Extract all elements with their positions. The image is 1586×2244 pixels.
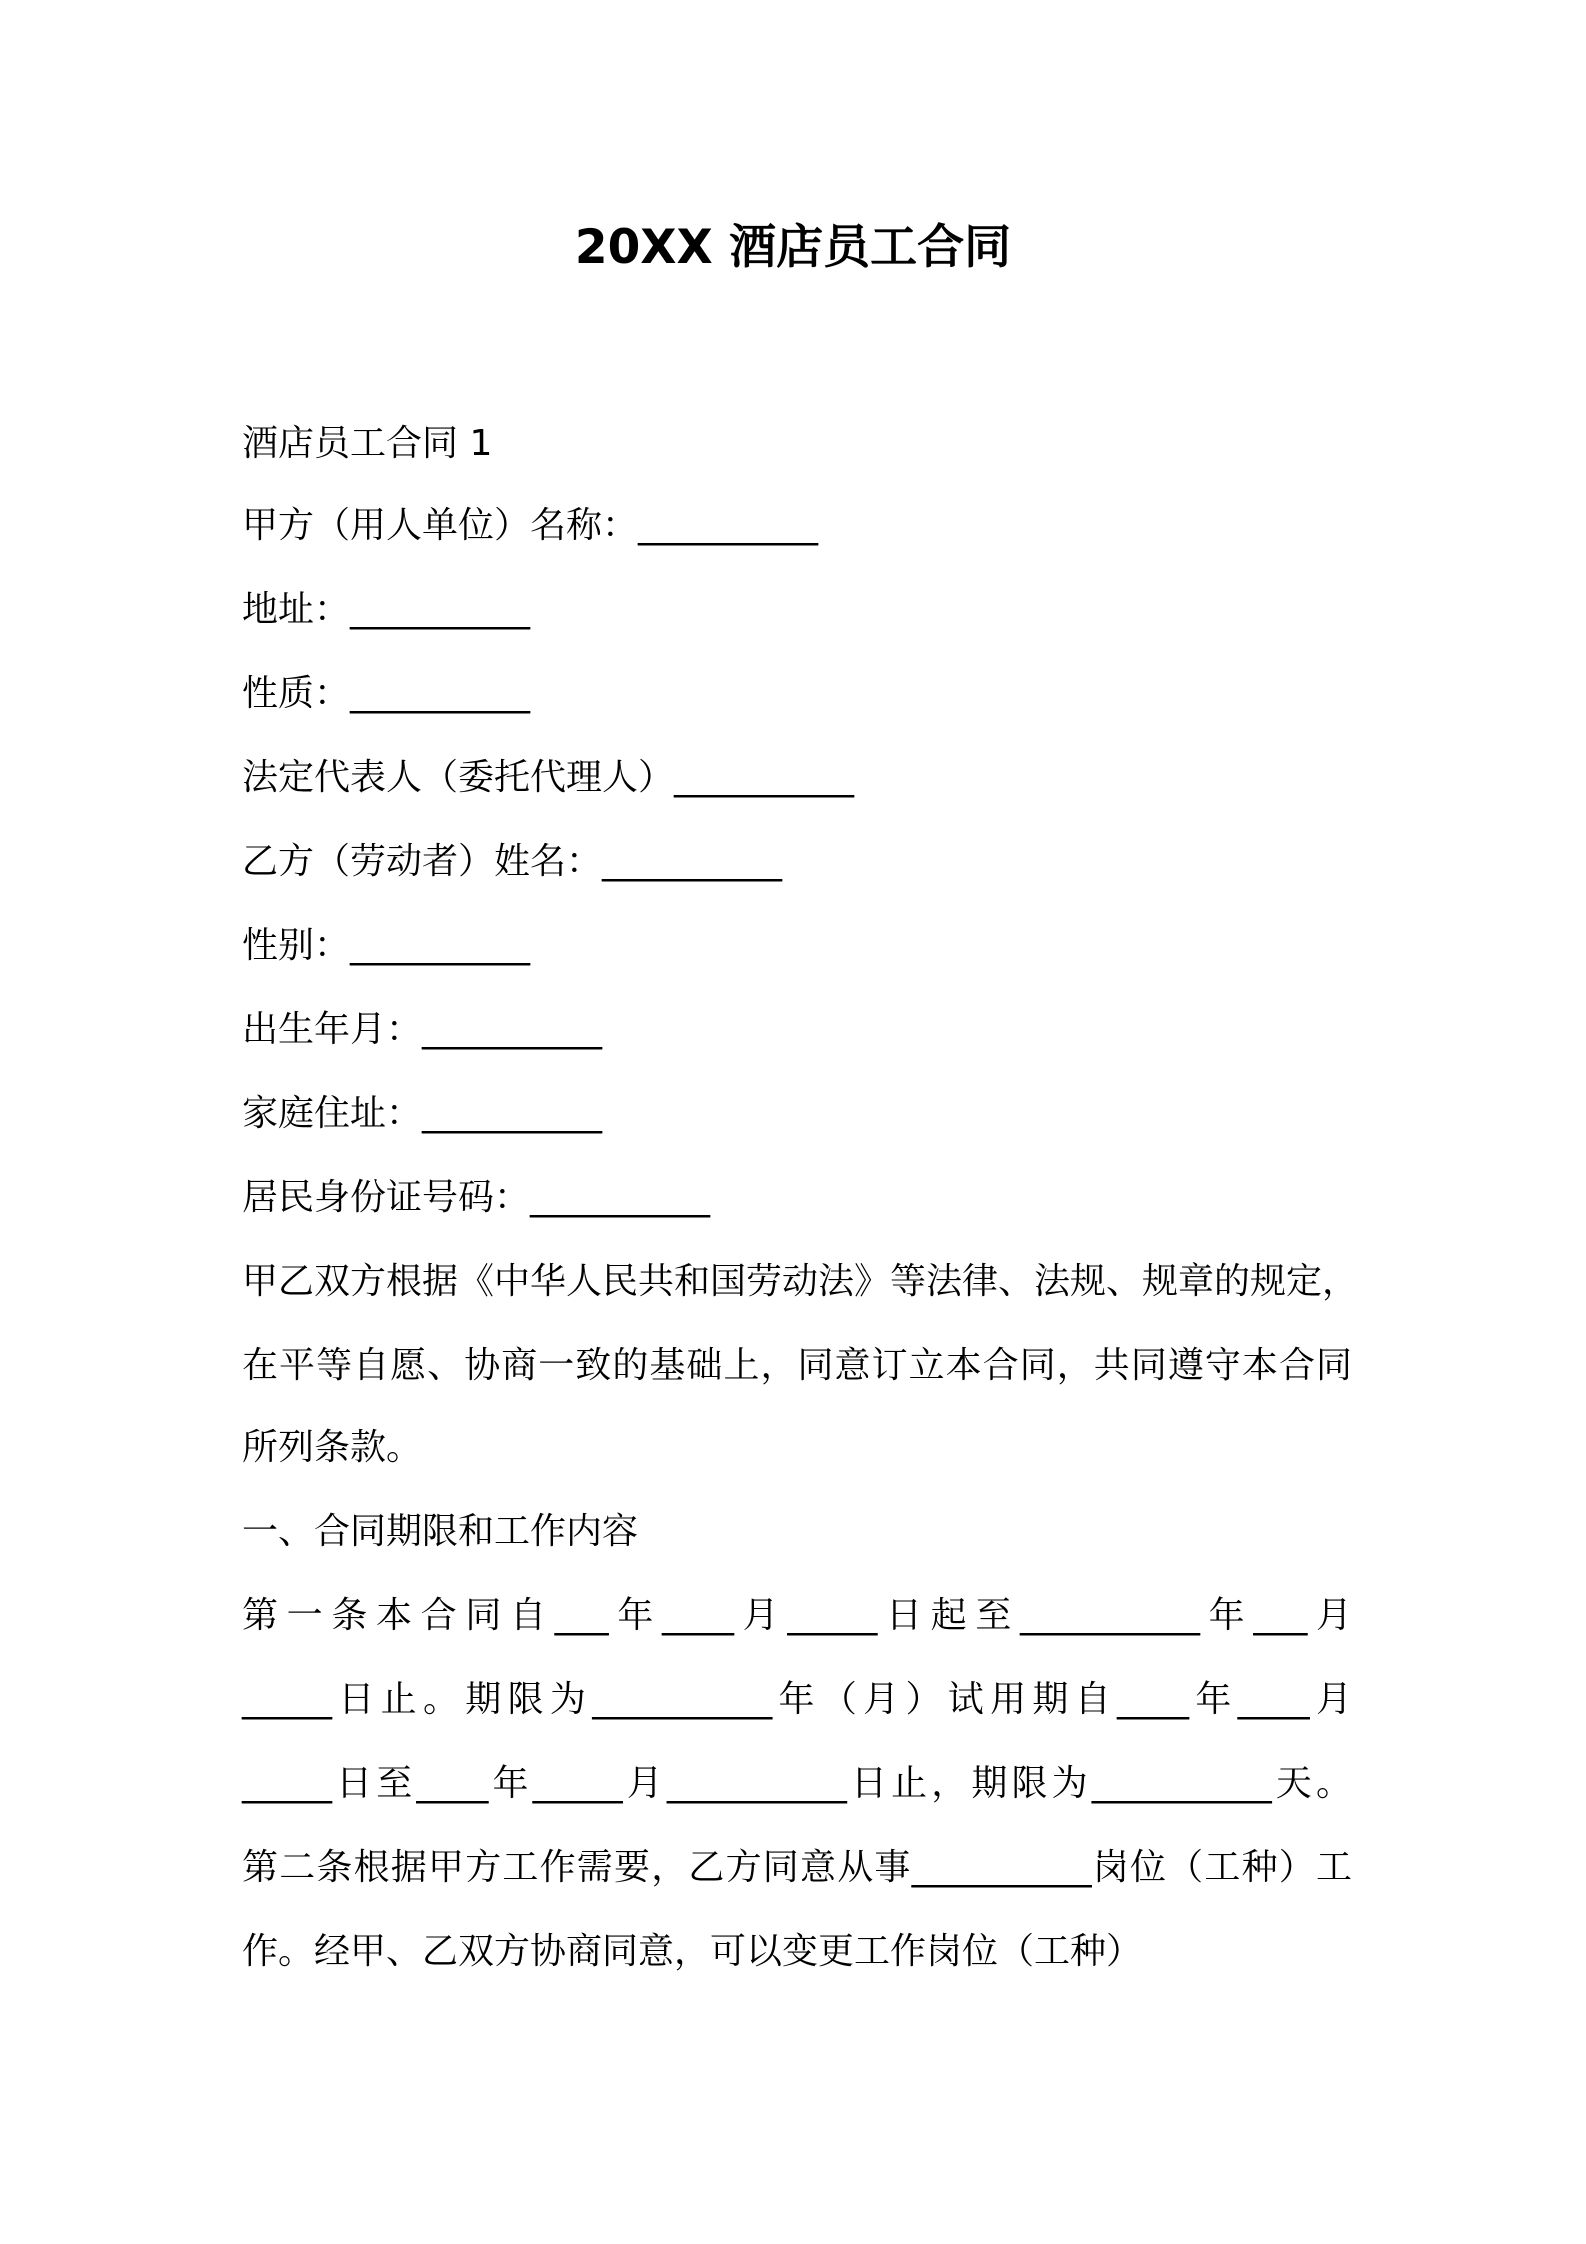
article-two-line-1: 第二条根据甲方工作需要，乙方同意从事__________岗位（工种）工 <box>242 1847 1352 1888</box>
preamble-line-3: 所列条款。 <box>242 1427 423 1468</box>
legal-representative-line: 法定代表人（委托代理人）__________ <box>242 757 855 798</box>
preamble-line-1: 甲乙双方根据《中华人民共和国劳动法》等法律、法规、规章的规定， <box>242 1261 1359 1302</box>
article-two-line-2: 作。经甲、乙双方协商同意，可以变更工作岗位（工种） <box>242 1931 1143 1972</box>
contract-heading: 酒店员工合同 1 <box>242 423 493 464</box>
article-one-line-3: _____日至____年_____月__________日止，期限为__________天。 <box>242 1763 1352 1804</box>
birth-date-line: 出生年月：__________ <box>242 1009 603 1050</box>
document-title: 20XX 酒店员工合同 <box>574 220 1012 275</box>
preamble-line-2: 在平等自愿、协商一致的基础上，同意订立本合同，共同遵守本合同 <box>242 1345 1352 1386</box>
party-a-name-line: 甲方（用人单位）名称：__________ <box>242 505 819 546</box>
id-number-line: 居民身份证号码：__________ <box>242 1177 711 1218</box>
article-one-line-1: 第一条本合同自___年____月_____日起至__________年___月 <box>242 1595 1352 1636</box>
home-address-line: 家庭住址：__________ <box>242 1093 603 1134</box>
party-b-name-line: 乙方（劳动者）姓名：__________ <box>242 841 783 882</box>
article-one-line-2: _____日止。期限为__________年（月）试用期自____年____月 <box>242 1679 1352 1720</box>
address-line: 地址：__________ <box>242 589 531 630</box>
gender-line: 性别：__________ <box>242 925 531 966</box>
nature-line: 性质：__________ <box>242 673 531 714</box>
section-heading: 一、合同期限和工作内容 <box>242 1511 639 1552</box>
